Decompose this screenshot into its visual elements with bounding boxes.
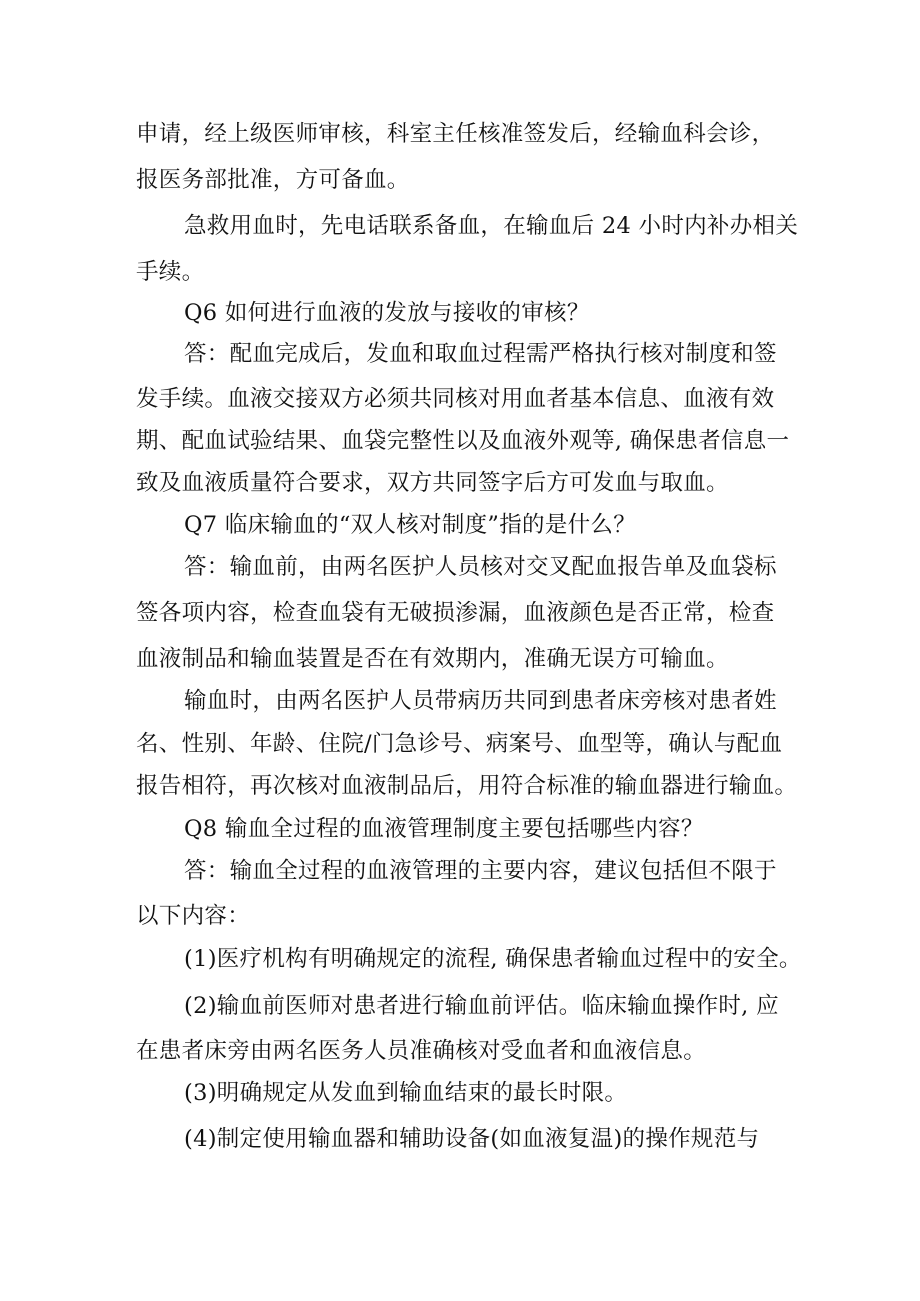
list-item: (2)输血前医师对患者进行输血前评估。临床输血操作时, 应: [184, 993, 779, 1019]
text-line: 答：输血全过程的血液管理的主要内容，建议包括但不限于: [184, 858, 777, 884]
text-line: 发手续。血液交接双方必须共同核对用血者基本信息、血液有效: [136, 386, 775, 412]
text-line: 名、性别、年龄、住院/门急诊号、病案号、血型等，确认与配血: [136, 731, 783, 757]
text-line: 报告相符，再次核对血液制品后，用符合标准的输血器进行输血。: [136, 773, 798, 799]
text-line: 急救用血时，先电话联系备血，在输血后 24 小时内补办相关: [184, 213, 799, 239]
text-line: 手续。: [136, 259, 205, 285]
text-line: 在患者床旁由两名医务人员准确核对受血者和血液信息。: [136, 1038, 707, 1064]
text-line: 输血时，由两名医护人员带病历共同到患者床旁核对患者姓: [184, 688, 777, 714]
text-line: 答：输血前，由两名医护人员核对交叉配血报告单及血袋标: [184, 554, 777, 580]
text-line: 签各项内容，检查血袋有无破损渗漏，血液颜色是否正常，检查: [136, 600, 775, 626]
list-item: (1)医疗机构有明确规定的流程, 确保患者输血过程中的安全。: [184, 946, 802, 972]
text-line: 答：配血完成后，发血和取血过程需严格执行核对制度和签: [184, 341, 777, 367]
text-line: 血液制品和输血装置是否在有效期内，准确无误方可输血。: [136, 646, 729, 672]
list-item: (3)明确规定从发血到输血结束的最长时限。: [184, 1080, 628, 1106]
text-line: 以下内容：: [136, 903, 251, 929]
question-heading: Q6 如何进行血液的发放与接收的审核？: [184, 300, 590, 326]
text-line: 致及血液质量符合要求，双方共同签字后方可发血与取血。: [136, 470, 729, 496]
question-heading: Q7 临床输血的“双人核对制度”指的是什么？: [184, 512, 637, 538]
text-line: 期、配血试验结果、血袋完整性以及血液外观等, 确保患者信息一: [136, 428, 790, 454]
question-heading: Q8 输血全过程的血液管理制度主要包括哪些内容？: [184, 816, 704, 842]
text-line: 报医务部批准，方可备血。: [136, 167, 410, 193]
list-item: (4)制定使用输血器和辅助设备(如血液复温)的操作规范与: [184, 1126, 760, 1152]
text-line: 申请，经上级医师审核，科室主任核准签发后，经输血科会诊，: [136, 121, 775, 147]
